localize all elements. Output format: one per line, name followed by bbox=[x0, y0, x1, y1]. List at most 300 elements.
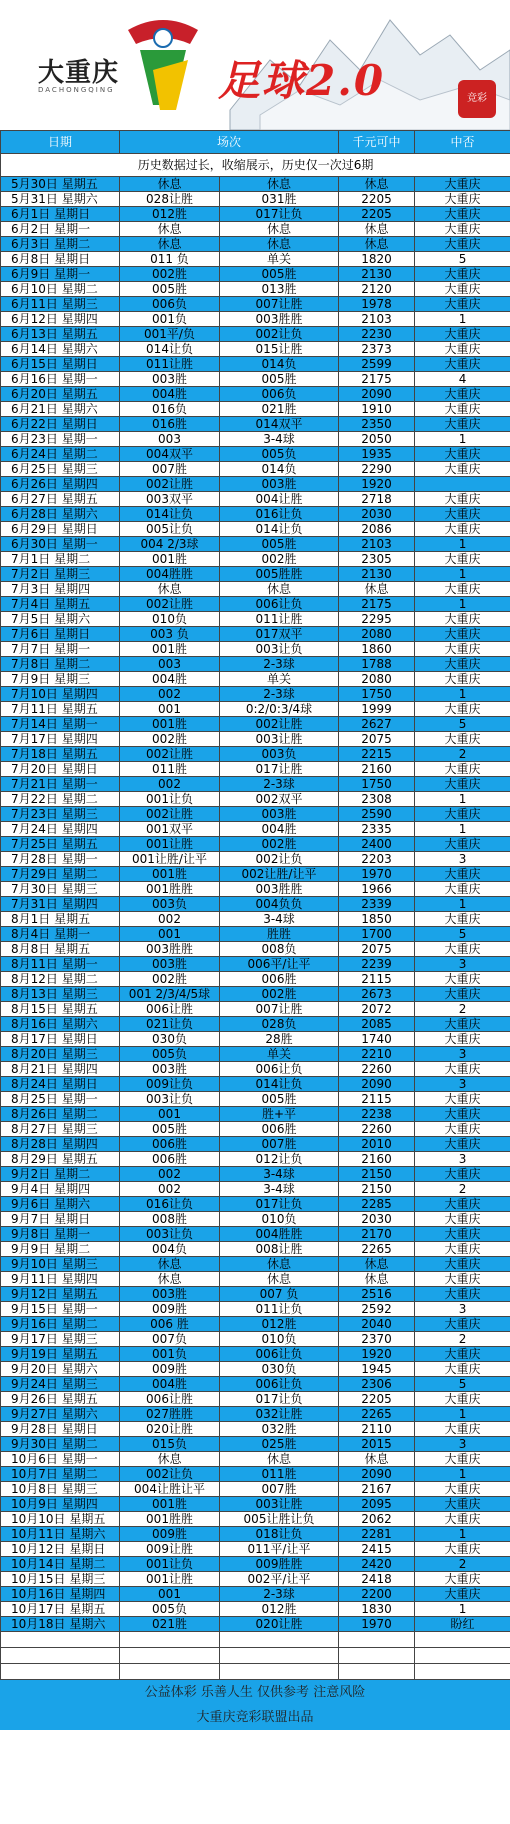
match1-cell: 休息 bbox=[120, 1272, 220, 1287]
match2-cell: 006胜 bbox=[220, 972, 339, 987]
date-cell: 9月12日 星期五 bbox=[1, 1287, 120, 1302]
result-cell: 大重庆 bbox=[415, 867, 510, 882]
odds-cell: 2210 bbox=[339, 1047, 415, 1062]
odds-cell: 2080 bbox=[339, 672, 415, 687]
match2-cell: 014让负 bbox=[220, 1077, 339, 1092]
odds-cell: 1700 bbox=[339, 927, 415, 942]
odds-cell: 2306 bbox=[339, 1377, 415, 1392]
table-row bbox=[1, 807, 510, 822]
odds-cell: 2373 bbox=[339, 342, 415, 357]
odds-cell: 2418 bbox=[339, 1572, 415, 1587]
odds-cell: 2050 bbox=[339, 432, 415, 447]
table-row bbox=[1, 1452, 510, 1467]
result-cell: 2 bbox=[415, 1182, 510, 1197]
date-cell: 9月17日 星期三 bbox=[1, 1332, 120, 1347]
table-row bbox=[1, 1377, 510, 1392]
date-cell: 10月11日 星期六 bbox=[1, 1527, 120, 1542]
date-cell: 8月24日 星期日 bbox=[1, 1077, 120, 1092]
match1-cell: 休息 bbox=[120, 1257, 220, 1272]
table-row bbox=[1, 792, 510, 807]
odds-cell: 1740 bbox=[339, 1032, 415, 1047]
date-cell: 6月12日 星期四 bbox=[1, 312, 120, 327]
odds-cell: 2090 bbox=[339, 1077, 415, 1092]
match2-cell: 002平/让平 bbox=[220, 1572, 339, 1587]
match2-cell: 005胜胜 bbox=[220, 567, 339, 582]
odds-cell: 休息 bbox=[339, 177, 415, 192]
result-cell: 1 bbox=[415, 687, 510, 702]
results-table bbox=[0, 130, 510, 1680]
odds-cell: 2072 bbox=[339, 1002, 415, 1017]
date-cell: 9月26日 星期五 bbox=[1, 1392, 120, 1407]
odds-cell: 2205 bbox=[339, 192, 415, 207]
table-row bbox=[1, 1557, 510, 1572]
table-row bbox=[1, 1302, 510, 1317]
odds-cell: 2160 bbox=[339, 1152, 415, 1167]
table-row bbox=[1, 687, 510, 702]
odds-cell: 2090 bbox=[339, 1467, 415, 1482]
date-cell: 10月18日 星期六 bbox=[1, 1617, 120, 1632]
match1-cell: 002让负 bbox=[120, 1467, 220, 1482]
match1-cell: 004胜 bbox=[120, 672, 220, 687]
odds-cell: 2086 bbox=[339, 522, 415, 537]
match2-cell: 006让负 bbox=[220, 597, 339, 612]
date-cell: 7月21日 星期一 bbox=[1, 777, 120, 792]
match2-cell: 休息 bbox=[220, 237, 339, 252]
result-cell: 大重庆 bbox=[415, 1482, 510, 1497]
header-date: 日期 bbox=[1, 131, 120, 154]
result-cell: 大重庆 bbox=[415, 882, 510, 897]
result-cell: 1 bbox=[415, 897, 510, 912]
match1-cell: 001 bbox=[120, 702, 220, 717]
match2-cell: 休息 bbox=[220, 582, 339, 597]
odds-cell: 2260 bbox=[339, 1122, 415, 1137]
blank-cell bbox=[1, 1632, 120, 1648]
table-row bbox=[1, 1482, 510, 1497]
blank-cell bbox=[415, 1632, 510, 1648]
odds-cell: 1945 bbox=[339, 1362, 415, 1377]
match1-cell: 001负 bbox=[120, 1347, 220, 1362]
match2-cell: 004让胜 bbox=[220, 492, 339, 507]
result-cell: 大重庆 bbox=[415, 1422, 510, 1437]
odds-cell: 1820 bbox=[339, 252, 415, 267]
odds-cell: 2103 bbox=[339, 537, 415, 552]
match2-cell: 006让负 bbox=[220, 1062, 339, 1077]
match1-cell: 休息 bbox=[120, 237, 220, 252]
match2-cell: 002让负 bbox=[220, 327, 339, 342]
date-cell: 6月14日 星期六 bbox=[1, 342, 120, 357]
match1-cell: 003胜 bbox=[120, 1062, 220, 1077]
date-cell: 7月17日 星期四 bbox=[1, 732, 120, 747]
odds-cell: 2285 bbox=[339, 1197, 415, 1212]
match2-cell: 3-4球 bbox=[220, 912, 339, 927]
date-cell: 8月29日 星期五 bbox=[1, 1152, 120, 1167]
table-row bbox=[1, 777, 510, 792]
table-row bbox=[1, 402, 510, 417]
date-cell: 8月13日 星期三 bbox=[1, 987, 120, 1002]
result-cell: 大重庆 bbox=[415, 342, 510, 357]
match2-cell: 2-3球 bbox=[220, 657, 339, 672]
odds-cell: 2115 bbox=[339, 972, 415, 987]
match2-cell: 007让胜 bbox=[220, 297, 339, 312]
match1-cell: 001 bbox=[120, 1587, 220, 1602]
match2-cell: 003胜胜 bbox=[220, 882, 339, 897]
match1-cell: 009让负 bbox=[120, 1077, 220, 1092]
match2-cell: 014双平 bbox=[220, 417, 339, 432]
match1-cell: 001 bbox=[120, 927, 220, 942]
result-cell: 大重庆 bbox=[415, 762, 510, 777]
match1-cell: 001让胜 bbox=[120, 837, 220, 852]
odds-cell: 2420 bbox=[339, 1557, 415, 1572]
date-cell: 6月30日 星期一 bbox=[1, 537, 120, 552]
match1-cell: 001胜 bbox=[120, 642, 220, 657]
match2-cell: 017让负 bbox=[220, 207, 339, 222]
date-cell: 7月22日 星期二 bbox=[1, 792, 120, 807]
match2-cell: 011胜 bbox=[220, 1467, 339, 1482]
match1-cell: 001胜 bbox=[120, 552, 220, 567]
date-cell: 9月30日 星期二 bbox=[1, 1437, 120, 1452]
table-row bbox=[1, 1047, 510, 1062]
odds-cell: 2205 bbox=[339, 1392, 415, 1407]
blank-cell bbox=[120, 1664, 220, 1680]
date-cell: 6月23日 星期一 bbox=[1, 432, 120, 447]
table-row bbox=[1, 282, 510, 297]
header-odds: 千元可中 bbox=[339, 131, 415, 154]
match2-cell: 010负 bbox=[220, 1212, 339, 1227]
result-cell: 大重庆 bbox=[415, 267, 510, 282]
table-row bbox=[1, 192, 510, 207]
odds-cell: 2230 bbox=[339, 327, 415, 342]
date-cell: 7月8日 星期二 bbox=[1, 657, 120, 672]
odds-cell: 休息 bbox=[339, 582, 415, 597]
banner bbox=[0, 0, 510, 130]
table-row bbox=[1, 822, 510, 837]
date-cell: 7月28日 星期一 bbox=[1, 852, 120, 867]
match2-cell: 休息 bbox=[220, 1272, 339, 1287]
table-row bbox=[1, 987, 510, 1002]
match1-cell: 009胜 bbox=[120, 1302, 220, 1317]
date-cell: 6月1日 星期日 bbox=[1, 207, 120, 222]
odds-cell: 2308 bbox=[339, 792, 415, 807]
match1-cell: 010负 bbox=[120, 612, 220, 627]
table-row bbox=[1, 447, 510, 462]
odds-cell: 2130 bbox=[339, 267, 415, 282]
date-cell: 9月10日 星期三 bbox=[1, 1257, 120, 1272]
result-cell: 大重庆 bbox=[415, 942, 510, 957]
match2-cell: 007胜 bbox=[220, 1482, 339, 1497]
table-row bbox=[1, 312, 510, 327]
table-row bbox=[1, 1122, 510, 1137]
table-row bbox=[1, 432, 510, 447]
sport-emblem-icon bbox=[118, 10, 208, 120]
match1-cell: 007负 bbox=[120, 1332, 220, 1347]
table-row bbox=[1, 372, 510, 387]
match2-cell: 3-4球 bbox=[220, 1167, 339, 1182]
blank-cell bbox=[415, 1648, 510, 1664]
result-cell: 大重庆 bbox=[415, 1227, 510, 1242]
table-row bbox=[1, 1437, 510, 1452]
table-row bbox=[1, 1332, 510, 1347]
odds-cell: 休息 bbox=[339, 1452, 415, 1467]
match1-cell: 006胜 bbox=[120, 1152, 220, 1167]
match1-cell: 005负 bbox=[120, 1047, 220, 1062]
table-row bbox=[1, 867, 510, 882]
result-cell: 3 bbox=[415, 1437, 510, 1452]
table-row bbox=[1, 417, 510, 432]
table-row bbox=[1, 702, 510, 717]
odds-cell: 1830 bbox=[339, 1602, 415, 1617]
odds-cell: 2215 bbox=[339, 747, 415, 762]
match2-cell: 008负 bbox=[220, 942, 339, 957]
result-cell: 大重庆 bbox=[415, 612, 510, 627]
odds-cell: 2305 bbox=[339, 552, 415, 567]
result-cell: 大重庆 bbox=[415, 1317, 510, 1332]
match2-cell: 014负 bbox=[220, 462, 339, 477]
date-cell: 10月15日 星期三 bbox=[1, 1572, 120, 1587]
match2-cell: 032让胜 bbox=[220, 1407, 339, 1422]
match1-cell: 006胜 bbox=[120, 1137, 220, 1152]
match2-cell: 003胜 bbox=[220, 807, 339, 822]
result-cell: 2 bbox=[415, 1557, 510, 1572]
odds-cell: 1978 bbox=[339, 297, 415, 312]
date-cell: 7月2日 星期三 bbox=[1, 567, 120, 582]
match1-cell: 004双平 bbox=[120, 447, 220, 462]
date-cell: 9月28日 星期日 bbox=[1, 1422, 120, 1437]
match2-cell: 003负 bbox=[220, 747, 339, 762]
match2-cell: 017双平 bbox=[220, 627, 339, 642]
match1-cell: 004胜 bbox=[120, 387, 220, 402]
match1-cell: 003 负 bbox=[120, 627, 220, 642]
match1-cell: 003 bbox=[120, 657, 220, 672]
match2-cell: 007胜 bbox=[220, 1137, 339, 1152]
table-row bbox=[1, 1092, 510, 1107]
match2-cell: 005胜 bbox=[220, 372, 339, 387]
odds-cell: 2350 bbox=[339, 417, 415, 432]
odds-cell: 2030 bbox=[339, 507, 415, 522]
match2-cell: 003胜 bbox=[220, 477, 339, 492]
match1-cell: 004胜胜 bbox=[120, 567, 220, 582]
table-row bbox=[1, 1272, 510, 1287]
table-row bbox=[1, 852, 510, 867]
date-cell: 10月16日 星期四 bbox=[1, 1587, 120, 1602]
table-row bbox=[1, 627, 510, 642]
match2-cell: 002胜 bbox=[220, 837, 339, 852]
match2-cell: 011让负 bbox=[220, 1302, 339, 1317]
footer-slogan: 公益体彩 乐善人生 仅供参考 注意风险 bbox=[144, 1685, 366, 1700]
match2-cell: 006胜 bbox=[220, 1122, 339, 1137]
table-row bbox=[1, 492, 510, 507]
odds-cell: 休息 bbox=[339, 1257, 415, 1272]
match1-cell: 006让胜 bbox=[120, 1392, 220, 1407]
result-cell: 大重庆 bbox=[415, 1107, 510, 1122]
table-row bbox=[1, 1242, 510, 1257]
date-cell: 7月20日 星期日 bbox=[1, 762, 120, 777]
result-cell: 5 bbox=[415, 1377, 510, 1392]
match1-cell: 006 胜 bbox=[120, 1317, 220, 1332]
date-cell: 7月18日 星期五 bbox=[1, 747, 120, 762]
odds-cell: 2673 bbox=[339, 987, 415, 1002]
match1-cell: 004让胜让平 bbox=[120, 1482, 220, 1497]
match1-cell: 休息 bbox=[120, 177, 220, 192]
match1-cell: 002 bbox=[120, 1167, 220, 1182]
match1-cell: 002让胜 bbox=[120, 807, 220, 822]
odds-cell: 2516 bbox=[339, 1287, 415, 1302]
date-cell: 8月4日 星期一 bbox=[1, 927, 120, 942]
odds-cell: 2335 bbox=[339, 822, 415, 837]
result-cell: 5 bbox=[415, 252, 510, 267]
match1-cell: 004 2/3球 bbox=[120, 537, 220, 552]
match1-cell: 001双平 bbox=[120, 822, 220, 837]
result-cell: 大重庆 bbox=[415, 462, 510, 477]
match1-cell: 001让胜/让平 bbox=[120, 852, 220, 867]
match1-cell: 001平/负 bbox=[120, 327, 220, 342]
table-row bbox=[1, 897, 510, 912]
match2-cell: 032胜 bbox=[220, 1422, 339, 1437]
odds-cell: 1750 bbox=[339, 777, 415, 792]
odds-cell: 2281 bbox=[339, 1527, 415, 1542]
match2-cell: 休息 bbox=[220, 1257, 339, 1272]
blank-cell bbox=[339, 1632, 415, 1648]
match1-cell: 001让胜 bbox=[120, 1572, 220, 1587]
table-row bbox=[1, 327, 510, 342]
table-row bbox=[1, 1107, 510, 1122]
result-cell: 5 bbox=[415, 717, 510, 732]
result-cell: 大重庆 bbox=[415, 582, 510, 597]
table-row bbox=[1, 1422, 510, 1437]
date-cell: 10月10日 星期五 bbox=[1, 1512, 120, 1527]
result-cell: 1 bbox=[415, 1407, 510, 1422]
match1-cell: 011 负 bbox=[120, 252, 220, 267]
odds-cell: 2062 bbox=[339, 1512, 415, 1527]
match1-cell: 003双平 bbox=[120, 492, 220, 507]
match1-cell: 002 bbox=[120, 1182, 220, 1197]
odds-cell: 2599 bbox=[339, 357, 415, 372]
footer bbox=[0, 1680, 510, 1730]
date-cell: 9月24日 星期三 bbox=[1, 1377, 120, 1392]
blank-cell bbox=[415, 1664, 510, 1680]
odds-cell: 1970 bbox=[339, 1617, 415, 1632]
odds-cell: 2175 bbox=[339, 372, 415, 387]
date-cell: 9月2日 星期二 bbox=[1, 1167, 120, 1182]
table-row bbox=[1, 762, 510, 777]
match1-cell: 016负 bbox=[120, 402, 220, 417]
date-cell: 6月27日 星期五 bbox=[1, 492, 120, 507]
result-cell: 3 bbox=[415, 1047, 510, 1062]
match1-cell: 002 bbox=[120, 912, 220, 927]
date-cell: 7月5日 星期六 bbox=[1, 612, 120, 627]
result-cell: 大重庆 bbox=[415, 1512, 510, 1527]
result-cell: 3 bbox=[415, 1152, 510, 1167]
result-cell: 大重庆 bbox=[415, 837, 510, 852]
odds-cell: 2150 bbox=[339, 1167, 415, 1182]
date-cell: 6月15日 星期日 bbox=[1, 357, 120, 372]
date-cell: 10月14日 星期二 bbox=[1, 1557, 120, 1572]
odds-cell: 1999 bbox=[339, 702, 415, 717]
match1-cell: 001负 bbox=[120, 312, 220, 327]
match2-cell: 021胜 bbox=[220, 402, 339, 417]
match1-cell: 003让负 bbox=[120, 1227, 220, 1242]
table-row bbox=[1, 552, 510, 567]
match1-cell: 015负 bbox=[120, 1437, 220, 1452]
match2-cell: 011平/让平 bbox=[220, 1542, 339, 1557]
notice-text: 历史数据过长，收缩展示，历史仅一次过6期 bbox=[1, 154, 510, 177]
table-row bbox=[1, 1392, 510, 1407]
blank-cell bbox=[220, 1632, 339, 1648]
match2-cell: 单关 bbox=[220, 252, 339, 267]
table-row bbox=[1, 747, 510, 762]
table-row bbox=[1, 1317, 510, 1332]
match2-cell: 3-4球 bbox=[220, 432, 339, 447]
date-cell: 6月29日 星期日 bbox=[1, 522, 120, 537]
odds-cell: 1910 bbox=[339, 402, 415, 417]
table-row bbox=[1, 1617, 510, 1632]
result-cell: 4 bbox=[415, 372, 510, 387]
match1-cell: 009胜 bbox=[120, 1527, 220, 1542]
odds-cell: 2085 bbox=[339, 1017, 415, 1032]
odds-cell: 2238 bbox=[339, 1107, 415, 1122]
table-row bbox=[1, 1467, 510, 1482]
match2-cell: 012让负 bbox=[220, 1152, 339, 1167]
brand-subtitle: DACHONGQING bbox=[38, 86, 115, 94]
odds-cell: 1966 bbox=[339, 882, 415, 897]
date-cell: 8月8日 星期五 bbox=[1, 942, 120, 957]
table-row bbox=[1, 252, 510, 267]
odds-cell: 2718 bbox=[339, 492, 415, 507]
table-row bbox=[1, 837, 510, 852]
odds-cell: 1788 bbox=[339, 657, 415, 672]
match2-cell: 011让胜 bbox=[220, 612, 339, 627]
match2-cell: 010负 bbox=[220, 1332, 339, 1347]
odds-cell: 1860 bbox=[339, 642, 415, 657]
result-cell: 大重庆 bbox=[415, 447, 510, 462]
odds-cell: 2010 bbox=[339, 1137, 415, 1152]
result-cell: 大重庆 bbox=[415, 552, 510, 567]
result-cell: 1 bbox=[415, 1527, 510, 1542]
date-cell: 6月24日 星期二 bbox=[1, 447, 120, 462]
table-row bbox=[1, 882, 510, 897]
odds-cell: 2415 bbox=[339, 1542, 415, 1557]
odds-cell: 2590 bbox=[339, 807, 415, 822]
match2-cell: 006平/让平 bbox=[220, 957, 339, 972]
result-cell: 大重庆 bbox=[415, 1542, 510, 1557]
result-cell: 大重庆 bbox=[415, 417, 510, 432]
match2-cell: 005胜 bbox=[220, 1092, 339, 1107]
date-cell: 6月21日 星期六 bbox=[1, 402, 120, 417]
table-row bbox=[1, 1077, 510, 1092]
result-cell: 大重庆 bbox=[415, 807, 510, 822]
result-cell: 大重庆 bbox=[415, 1197, 510, 1212]
match1-cell: 003 bbox=[120, 432, 220, 447]
match2-cell: 012胜 bbox=[220, 1602, 339, 1617]
result-cell: 大重庆 bbox=[415, 627, 510, 642]
table-row bbox=[1, 942, 510, 957]
date-cell: 6月16日 星期一 bbox=[1, 372, 120, 387]
result-cell: 大重庆 bbox=[415, 987, 510, 1002]
date-cell: 8月27日 星期三 bbox=[1, 1122, 120, 1137]
match1-cell: 004负 bbox=[120, 1242, 220, 1257]
match2-cell: 009胜胜 bbox=[220, 1557, 339, 1572]
table-row bbox=[1, 1572, 510, 1587]
match2-cell: 003让胜 bbox=[220, 1497, 339, 1512]
match2-cell: 2-3球 bbox=[220, 687, 339, 702]
date-cell: 6月28日 星期六 bbox=[1, 507, 120, 522]
match1-cell: 003胜胜 bbox=[120, 942, 220, 957]
match2-cell: 002胜 bbox=[220, 987, 339, 1002]
date-cell: 6月3日 星期二 bbox=[1, 237, 120, 252]
result-cell: 大重庆 bbox=[415, 222, 510, 237]
notice-row bbox=[1, 154, 510, 177]
date-cell: 9月8日 星期一 bbox=[1, 1227, 120, 1242]
blank-row bbox=[1, 1648, 510, 1664]
